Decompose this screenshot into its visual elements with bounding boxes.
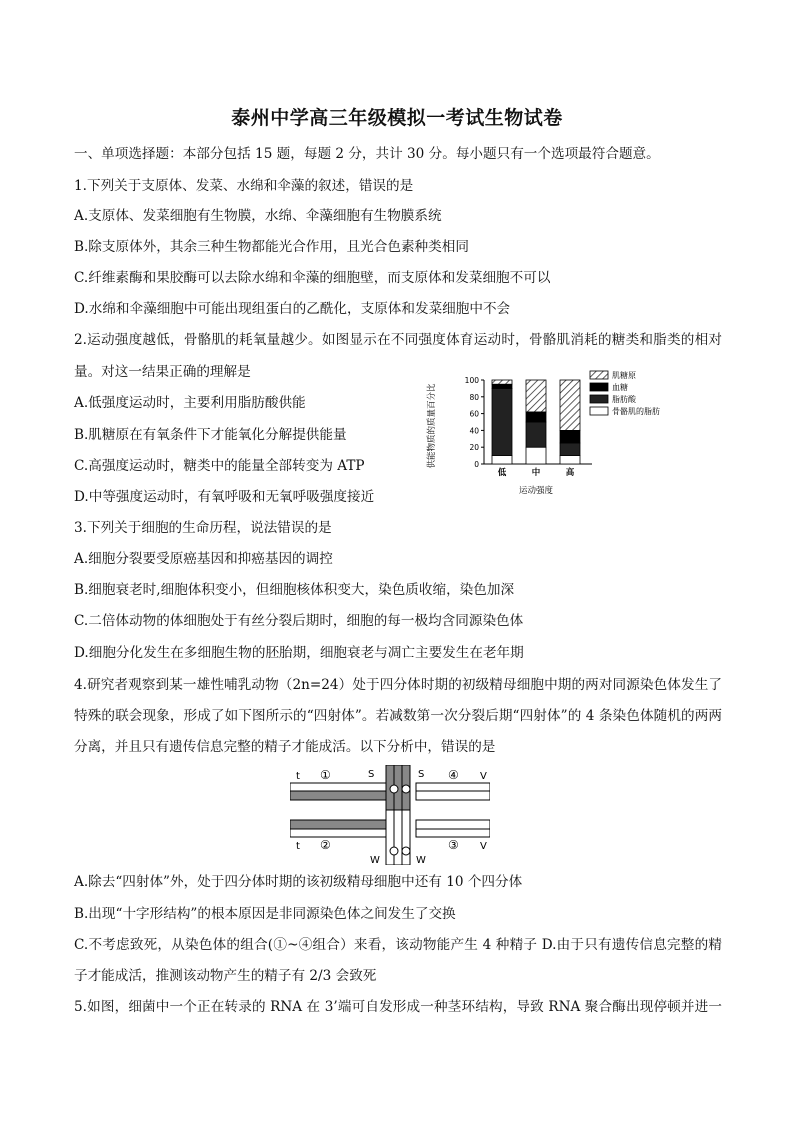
y-tick-label: 0 [474,460,479,469]
q2-option-a: A.低强度运动时，主要利用脂肪酸供能 [74,395,306,411]
q3-option-a: A.细胞分裂要受原癌基因和抑癌基因的调控 [74,551,333,567]
y-tick-label: 40 [469,426,479,436]
q3-stem: 3.下列关于细胞的生命历程，说法错误的是 [74,520,332,536]
y-tick-label: 60 [469,409,479,419]
q4-stem-line1: 4.研究者观察到某一雄性哺乳动物（2n=24）处于四分体时期的初级精母细胞中期的两对同源染色体发生了 [74,677,722,693]
q5-stem-line1: 5.如图，细菌中一个正在转录的 RNA 在 3’端可自发形成一种茎环结构，导致 RNA 聚合酶出现停顿并进一 [74,999,722,1015]
energy-source-chart [424,366,724,496]
bar-segment [492,388,512,455]
label-v-top: V [480,771,487,782]
q1-option-c: C.纤维素酶和果胶酶可以去除水绵和伞藻的细胞壁，而支原体和发菜细胞不可以 [74,270,551,286]
chart-x-ticks [497,467,575,478]
q3-option-b: B.细胞衰老时,细胞体积变小，但细胞核体积变大，染色质收缩，染色加深 [74,582,515,598]
q1-option-b: B.除支原体外，其余三种生物都能光合作用，且光合色素种类相同 [74,239,469,255]
arm-1-inner [290,791,386,800]
y-tick-label: 100 [464,376,479,385]
q4-stem-line3: 分离，并且只有遗传信息完整的精子才能成活。以下分析中，错误的是 [74,739,496,755]
q3-option-c: C.二倍体动物的体细胞处于有丝分裂后期时，细胞的每一极均含同源染色体 [74,613,524,629]
label-t-top: t [296,771,300,782]
arm-4-inner [416,791,490,800]
q1-option-a: A.支原体、发菜细胞有生物膜，水绵、伞藻细胞有生物膜系统 [74,208,442,224]
arm-w-left [386,810,394,865]
section-header: 一、单项选择题：本部分包括 15 题，每题 2 分，共计 30 分。每小题只有一个选项最符合题意。 [74,146,660,162]
legend-label: 骨骼肌的脂肪 [612,407,660,416]
x-tick-label: 中 [531,468,541,478]
centromere [390,847,398,855]
label-3: ③ [448,838,459,852]
legend-swatch [590,407,608,415]
bar-segment [560,456,580,464]
bar-segment [560,443,580,456]
label-4: ④ [448,768,459,782]
bar-segment [526,412,546,422]
exam-title: 泰州中学高三年级模拟一考试生物试卷 [231,107,563,129]
label-w-left: W [370,855,380,865]
arm-2-inner [290,820,386,829]
centromere [390,785,398,793]
bar-segment [492,380,512,384]
arm-2-outer [290,829,386,837]
chart-legend [590,370,660,416]
centromere [402,847,410,855]
label-s-right: S [418,769,425,780]
q1-stem: 1.下列关于支原体、发菜、水绵和伞藻的叙述，错误的是 [74,178,414,194]
legend-label: 肌糖原 [612,371,636,380]
y-tick-label: 80 [469,392,479,402]
q4-option-c-line1: C.不考虑致死，从染色体的组合(①~④组合）来看，该动物能产生 4 种精子 D.由于只有遗传信息完整的精 [74,937,722,953]
bar-segment [492,384,512,388]
legend-swatch [590,395,608,403]
bar-segment [560,380,580,430]
legend-swatch [590,383,608,391]
arm-1-outer [290,783,386,791]
label-1: ① [320,768,331,782]
chart-x-label: 运动强度 [518,486,554,496]
arm-3-outer [416,829,490,837]
q2-stem-line1: 2.运动强度越低，骨骼肌的耗氧量越少。如图显示在不同强度体育运动时，骨骼肌消耗的糖类和脂类的相对 [74,332,722,348]
q4-option-a: A.除去“四射体”外，处于四分体时期的该初级精母细胞中还有 10 个四分体 [74,874,523,890]
label-v-bottom: V [480,841,487,852]
centromere [402,785,410,793]
q4-option-b: B.出现“十字形结构”的根本原因是非同源染色体之间发生了交换 [74,906,456,922]
quadriradial-diagram [290,765,490,865]
bar-segment [492,456,512,464]
bar-segment [526,447,546,464]
chart-bars [492,380,580,464]
q2-stem-line2: 量。对这一结果正确的理解是 [74,364,251,380]
label-s-left: S [368,769,375,780]
arm-w-right [402,810,410,865]
label-w-right: W [416,855,426,865]
legend-label: 血糖 [612,383,628,392]
q2-option-d: D.中等强度运动时，有氧呼吸和无氧呼吸强度接近 [74,489,375,505]
q1-option-d: D.水绵和伞藻细胞中可能出现组蛋白的乙酰化，支原体和发菜细胞中不会 [74,301,511,317]
bar-segment [560,430,580,443]
label-t-bottom: t [296,841,300,852]
bar-segment [526,380,546,412]
x-tick-label: 低 [497,468,507,478]
q2-option-b: B.肌糖原在有氧条件下才能氧化分解提供能量 [74,427,347,443]
q2-option-c: C.高强度运动时，糖类中的能量全部转变为 ATP [74,458,365,474]
x-tick-label: 高 [565,468,575,478]
chart-y-label: 供能物质的质量百分比 [427,383,437,469]
y-tick-label: 20 [469,443,479,453]
bar-segment [526,422,546,447]
q3-option-d: D.细胞分化发生在多细胞生物的胚胎期，细胞衰老与凋亡主要发生在老年期 [74,645,524,661]
label-2: ② [320,838,331,852]
legend-label: 脂肪酸 [612,395,636,404]
q4-option-c-line2: 子才能成活，推测该动物产生的精子有 2/3 会致死 [74,968,377,984]
arm-4-outer [416,783,490,791]
q4-stem-line2: 特殊的联会现象，形成了如下图所示的“四射体”。若减数第一次分裂后期“四射体”的 4 条染色体随机的两两 [74,708,722,724]
legend-swatch [590,371,608,379]
arm-3-inner [416,820,490,829]
arm-w-mid [394,810,402,865]
